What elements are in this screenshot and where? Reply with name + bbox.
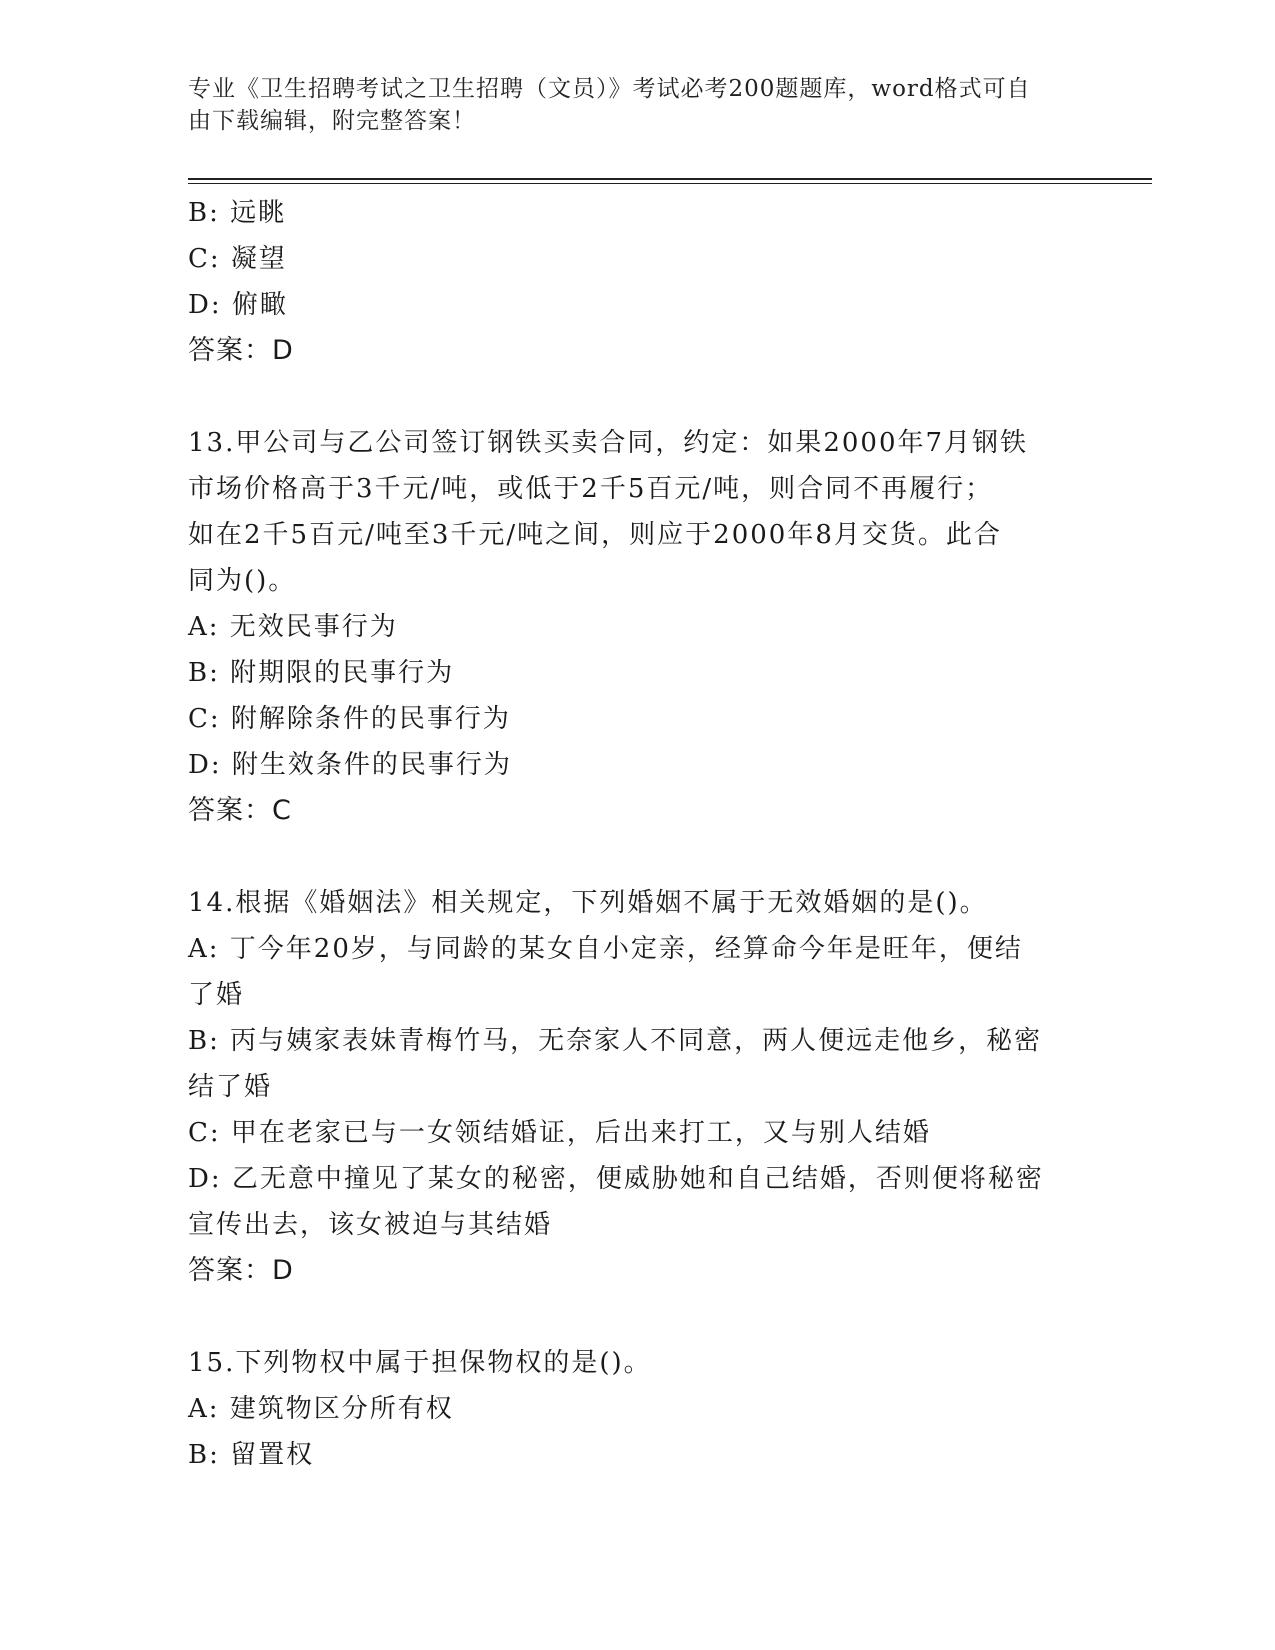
question-stem: 市场价格高于3千元/吨，或低于2千5百元/吨，则合同不再履行； bbox=[188, 474, 994, 504]
answer: 答案：D bbox=[188, 1255, 294, 1286]
spacer bbox=[188, 374, 1088, 420]
option-b: B: 留置权 bbox=[188, 1440, 315, 1470]
question-13 bbox=[188, 420, 1088, 834]
question-stem: 同为()。 bbox=[188, 566, 297, 596]
spacer bbox=[188, 834, 1088, 880]
option-d-continued: 宣传出去，该女被迫与其结婚 bbox=[188, 1210, 553, 1240]
header-divider-thick bbox=[188, 178, 1152, 180]
document-header bbox=[188, 73, 1068, 137]
answer: 答案：D bbox=[188, 335, 294, 366]
question-14 bbox=[188, 880, 1088, 1294]
option-d: D: 附生效条件的民事行为 bbox=[188, 750, 512, 780]
option-d: D: 俯瞰 bbox=[188, 290, 288, 320]
option-b-continued: 结了婚 bbox=[188, 1072, 273, 1102]
option-c: C: 甲在老家已与一女领结婚证，后出来打工，又与别人结婚 bbox=[188, 1118, 931, 1148]
question-stem: 14.根据《婚姻法》相关规定，下列婚姻不属于无效婚姻的是()。 bbox=[188, 888, 988, 918]
question-stem: 如在2千5百元/吨至3千元/吨之间，则应于2000年8月交货。此合 bbox=[188, 520, 1002, 550]
option-a: A: 建筑物区分所有权 bbox=[188, 1394, 454, 1424]
option-d: D: 乙无意中撞见了某女的秘密，便威胁她和自己结婚，否则便将秘密 bbox=[188, 1164, 1044, 1194]
option-c: C: 凝望 bbox=[188, 244, 287, 274]
header-divider-thin bbox=[188, 183, 1152, 184]
option-a: A: 无效民事行为 bbox=[188, 612, 398, 642]
option-b: B: 附期限的民事行为 bbox=[188, 658, 455, 688]
option-c: C: 附解除条件的民事行为 bbox=[188, 704, 511, 734]
question-15 bbox=[188, 1340, 1088, 1478]
option-b: B: 丙与姨家表妹青梅竹马，无奈家人不同意，两人便远走他乡，秘密 bbox=[188, 1026, 1043, 1056]
spacer bbox=[188, 1294, 1088, 1340]
question-stem: 13.甲公司与乙公司签订钢铁买卖合同，约定：如果2000年7月钢铁 bbox=[188, 428, 1029, 458]
question-stem: 15.下列物权中属于担保物权的是()。 bbox=[188, 1348, 652, 1378]
question-list bbox=[188, 190, 1088, 1478]
option-a: A: 丁今年20岁，与同龄的某女自小定亲，经算命今年是旺年，便结 bbox=[188, 934, 1023, 964]
header-line-2: 由下载编辑，附完整答案！ bbox=[188, 108, 476, 134]
option-a-continued: 了婚 bbox=[188, 980, 245, 1010]
answer: 答案：C bbox=[188, 795, 292, 826]
question-12-tail bbox=[188, 190, 1088, 374]
header-line-1: 专业《卫生招聘考试之卫生招聘（文员）》考试必考200题题库，word格式可自 bbox=[188, 76, 1031, 102]
option-b: B: 远眺 bbox=[188, 198, 287, 228]
